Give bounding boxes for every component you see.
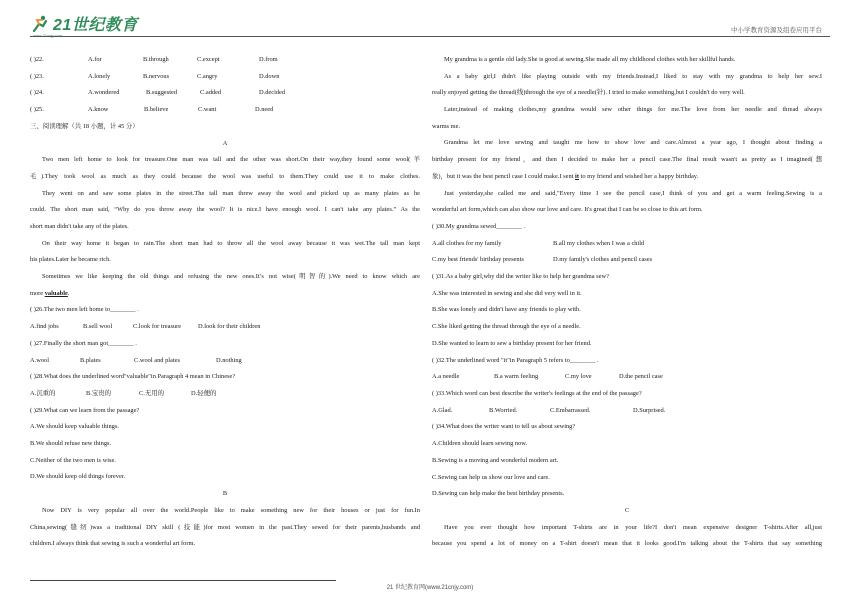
question-26-options: A.find jobs B.sell wool C.look for treasure D.look for their children xyxy=(30,323,261,331)
question-29-option-a: A.We should keep valuable things. xyxy=(30,423,119,431)
question-29-option-c: C.Neither of the two men is wise. xyxy=(30,456,116,464)
question-31-option-d: D.She wanted to learn to sew a birthday present for her friend. xyxy=(432,339,592,347)
passage-b-line: birthday present for my friend，and then I decided to make her a pencil case.The final result wasn't as pretty as I imagined(想 xyxy=(432,156,822,164)
question-29-option-b: B.We should refuse new things. xyxy=(30,440,112,448)
passage-a-last-line: more valuable. xyxy=(30,289,70,297)
passage-b-line: China,sewing(缝纫)was a traditional DIY skill (技能)for most women in the past.They sewed for their parents,husbands and xyxy=(30,523,420,531)
question-32-options: A.a needle B.a warm feeling C.my love D.the pencil case xyxy=(432,373,663,381)
question-25: ( )25. A.know B.believe C.want D.need xyxy=(30,106,274,114)
question-30-stem: ( )30.My grandma sewed________ . xyxy=(432,222,526,230)
header-platform-name: 中小学教育资源及组卷应用平台 xyxy=(731,27,822,34)
footer-divider xyxy=(30,580,336,581)
question-22: ( )22. A.for B.through C.except D.from xyxy=(30,56,278,63)
passage-b-line: Now DIY is very popular all over the world.People like to make something new for their houses or just for fun.In xyxy=(42,506,420,514)
question-34-stem: ( )34.What does the writer want to tell us about sewing? xyxy=(432,423,576,431)
passage-b-line: Just yesterday,she called me and said,"Every time I see the pencil case,I think of you and get a warm feeling.Sewing is a xyxy=(444,189,822,197)
passage-b-line-with-it: 象)，but it was the best pencil case I could make.I sent it to my friend and wished her a happy birthday. xyxy=(432,172,699,180)
question-31-stem: ( )31.As a baby girl,why did the writer like to help her grandma sew? xyxy=(432,273,609,281)
question-31-option-b: B.She was lonely and didn't have any friends to play with. xyxy=(432,306,581,314)
passage-a-line: On their way home it began to rain.The short man had to throw all the wool away because it was wet.The tall man kept xyxy=(42,239,420,247)
logo-url: www.21cnjy.com xyxy=(33,33,63,38)
question-30-options-ab: A.all clothes for my family B.all my clothes when I was a child xyxy=(432,239,645,247)
question-32-stem: ( )32.The underlined word "it"in Paragraph 5 refers to________ . xyxy=(432,356,599,364)
underlined-word-it: it xyxy=(575,172,579,180)
passage-b-line: My grandma is a gentle old lady.She is good at sewing.She made all my childhood clothes with her skillful hands. xyxy=(444,56,736,63)
underlined-word-valuable: valuable xyxy=(44,289,68,297)
left-column xyxy=(30,52,420,553)
question-31-option-c: C.She liked getting the thread through the eye of a needle. xyxy=(432,323,581,331)
passage-a-line: They went on and saw some plates in the street.The tall man threw away the wool and picked up as many plates as he xyxy=(42,189,420,197)
page-header xyxy=(0,0,860,40)
question-34-option-c: C.Sewing can help us show our love and care. xyxy=(432,473,550,481)
passage-a-line: Two men left home to look for treasure.One man was tall and the other was short.On their way,they found some wool(羊 xyxy=(42,156,420,164)
question-23: ( )23. A.lonely B.nervous C.angry D.down xyxy=(30,72,280,80)
passage-b-line: children.I always think that sewing is such a wonderful art form. xyxy=(30,540,196,548)
passage-a-line: 毛).They took wool as much as they could because the wool was useful to them.They could use it to make clothes. xyxy=(30,172,420,180)
passage-c-label: C xyxy=(624,506,630,514)
question-24: ( )24. A.wondered B.suggested C.added D.decided xyxy=(30,89,286,97)
passage-b-line: As a baby girl,I didn't like playing outside with my friends.Instead,I liked to stay with my grandma to help her sew.I xyxy=(444,72,822,80)
passage-b-line: really enjoyed getting the thread(线)through the eye of a needle(针). I tried to make something,but I couldn't do very well. xyxy=(432,89,745,97)
passage-b-line: Grandma let me love sewing and taught me how to show love and care.Almost a year ago, I thought about finding a xyxy=(444,139,822,147)
question-29-option-d: D.We should keep old things forever. xyxy=(30,473,126,481)
logo xyxy=(30,12,138,35)
runner-logo-icon xyxy=(30,15,50,33)
question-27-stem: ( )27.Finally the short man got________ . xyxy=(30,339,137,347)
question-27-options: A.wool B.plates C.wool and plates D.nothing xyxy=(30,356,242,364)
section-title: 三、阅读理解（共 18 小题，计 45 分） xyxy=(30,122,139,130)
question-30-options-cd: C.my best friends' birthday presents D.my family's clothes and pencil cases xyxy=(432,256,653,264)
question-29-stem: ( )29.What can we learn from the passage? xyxy=(30,406,140,414)
passage-b-label: B xyxy=(222,490,228,498)
passage-a-line: could. The short man said, “Why do you throw away the wool? It is nice.I have enough wool. I can't take any plates.” As the xyxy=(30,206,420,214)
question-34-option-d: D.Sewing can help make the best birthday presents. xyxy=(432,490,565,498)
question-34-option-b: B.Sewing is a moving and wonderful modern art. xyxy=(432,456,559,464)
question-34-option-a: A.Children should learn sewing now. xyxy=(432,440,528,448)
passage-a-line: his plates.Later he became rich. xyxy=(30,256,111,264)
question-26-stem: ( )26.The two men left home to________ . xyxy=(30,306,139,314)
right-column xyxy=(432,52,822,553)
passage-c-line: Have you ever thought how important T-shirts are in your life?I don't mean expensive designer T-shirts.After all,just xyxy=(444,523,822,531)
passage-b-line: warms me. xyxy=(432,122,461,130)
header-divider xyxy=(30,36,830,37)
passage-a-label: A xyxy=(222,139,228,147)
question-28-options: A.沉重的 B.宝贵的 C.无用的 D.轻便的 xyxy=(30,389,217,397)
question-33-options: A.Glad. B.Worried. C.Embarrassed. D.Surprised. xyxy=(432,406,666,414)
question-33-stem: ( )33.Which word can best describe the writer's feelings at the end of the passage? xyxy=(432,389,642,397)
passage-b-line: Later,instead of making clothes,my grandma would sew other things for me.The love from her needle and thread always xyxy=(444,106,822,114)
question-31-option-a: A.She was interested in sewing and she did very well in it. xyxy=(432,289,582,297)
footer-text: 21 世纪教育网(www.21cnjy.com) xyxy=(386,585,474,591)
passage-b-line: wonderful art form,which can also show our love and care. It's great that I can be so close to this art form. xyxy=(432,206,703,214)
passage-c-line: because you spend a lot of money on a T-shirt doesn't mean that it looks good.I'm talking about the T-shirts that say something xyxy=(432,540,822,548)
logo-text: 21世纪教育 xyxy=(53,17,138,34)
passage-a-line: Sometimes we like keeping the old things and refusing the new ones.It’s not wise(明智的).We need to know which are xyxy=(42,273,420,281)
passage-a-line: short man didn't take any of the plates. xyxy=(30,222,129,230)
question-28-stem: ( )28.What does the underlined word"valuable"in Paragraph 4 mean in Chinese? xyxy=(30,373,236,381)
